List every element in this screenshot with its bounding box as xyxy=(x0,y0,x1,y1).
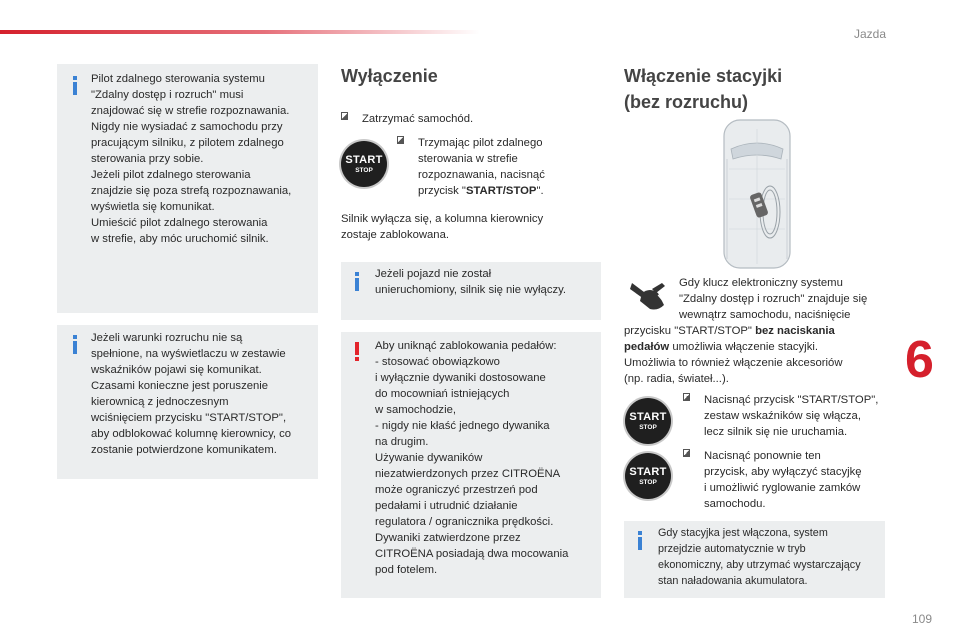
bullet-arrow-icon xyxy=(683,393,690,401)
bullet-arrow-icon xyxy=(397,136,404,144)
start-stop-button-icon: START STOP xyxy=(625,398,671,444)
ignition-para-line4: przycisku "START/STOP" bez naciskania xyxy=(624,325,835,337)
warning-text: Aby uniknąć zablokowania pedałów: - stosować obowiązkowo i wyłącznie dywaniki dostosowane do mocowniań istniejących w samochodzie, - nigdy nie kłaść jednego dywanika na drugim. Używanie dywaników niezatwierdzonych przez CITROËNA może ograniczyć przestrzeń pod pedałami i utrudnić działanie regulatora / ogranicznika prędkości. Dywaniki zatwierdzone przez CITROËNA posiadają dwa mocowania pod fotelem. xyxy=(375,340,569,576)
heading-switch-off: Wyłączenie xyxy=(341,66,438,86)
chapter-number: 6 xyxy=(905,331,934,389)
bullet-arrow-icon xyxy=(341,112,348,120)
info-text: Pilot zdalnego sterowania systemu "Zdalny dostęp i rozruch" musi znajdować się w strefie rozpoznawania. Nigdy nie wysiadać z samochodu przy pracującym silniku, z pilotem zdalnego sterowania przy sobie. Jeżeli pilot zdalnego sterowania znajdzie się poza strefą rozpoznawania, wyświetla się komunikat. Umieścić pilot zdalnego sterowania w strefie, aby móc uruchomić silnik. xyxy=(91,73,292,245)
ignition-para-line5: pedałów umożliwia włączenie stacyjki. xyxy=(624,341,818,353)
warning-box-pedals xyxy=(341,332,601,598)
ignition-para-rest: Umożliwia to również włączenie akcesoriów (np. radia, świateł...). xyxy=(624,357,843,385)
engine-stops-text: Silnik wyłącza się, a kolumna kierownicy zostaje zablokowana. xyxy=(341,213,544,241)
info-text: Jeżeli pojazd nie został unieruchomiony, silnik się nie wyłączy. xyxy=(375,268,567,296)
header-accent-bar xyxy=(0,30,480,34)
info-text: Gdy stacyjka jest włączona, system przejdzie automatycznie w tryb ekonomiczny, aby utrzymać wystarczający stan naładowania akumulatora. xyxy=(658,527,861,587)
bullet-arrow-icon xyxy=(683,449,690,457)
hand-pressing-icon xyxy=(628,275,670,313)
ignition-para-indent: Gdy klucz elektroniczny systemu "Zdalny dostęp i rozruch" znajduje się wewnątrz samochodu, naciśnięcie xyxy=(679,277,868,321)
info-box-economy-mode xyxy=(624,521,885,598)
start-stop-button-icon: START STOP xyxy=(341,141,387,187)
page-number: 109 xyxy=(912,612,933,626)
info-box-remote-zone xyxy=(57,64,318,313)
car-key-zone-illustration xyxy=(723,119,791,269)
heading-ignition-on-line2: (bez rozruchu) xyxy=(624,92,748,112)
info-box-not-immobilised xyxy=(341,262,601,320)
section-label: Jazda xyxy=(853,27,886,41)
info-text: Jeżeli warunki rozruchu nie są spełnione, na wyświetlaczu w zestawie wskaźników pojawi się komunikat. Czasami konieczne jest poruszenie kierownicą z jednoczesnym wciśnięciem przycisku "START/STOP", aby odblokować kolumnę kierownicy, co zostanie potwierdzone komunikatem. xyxy=(91,332,292,456)
start-stop-button-icon: START STOP xyxy=(625,453,671,499)
info-box-start-conditions xyxy=(57,325,318,479)
heading-ignition-on-line1: Włączenie stacyjki xyxy=(624,66,783,86)
